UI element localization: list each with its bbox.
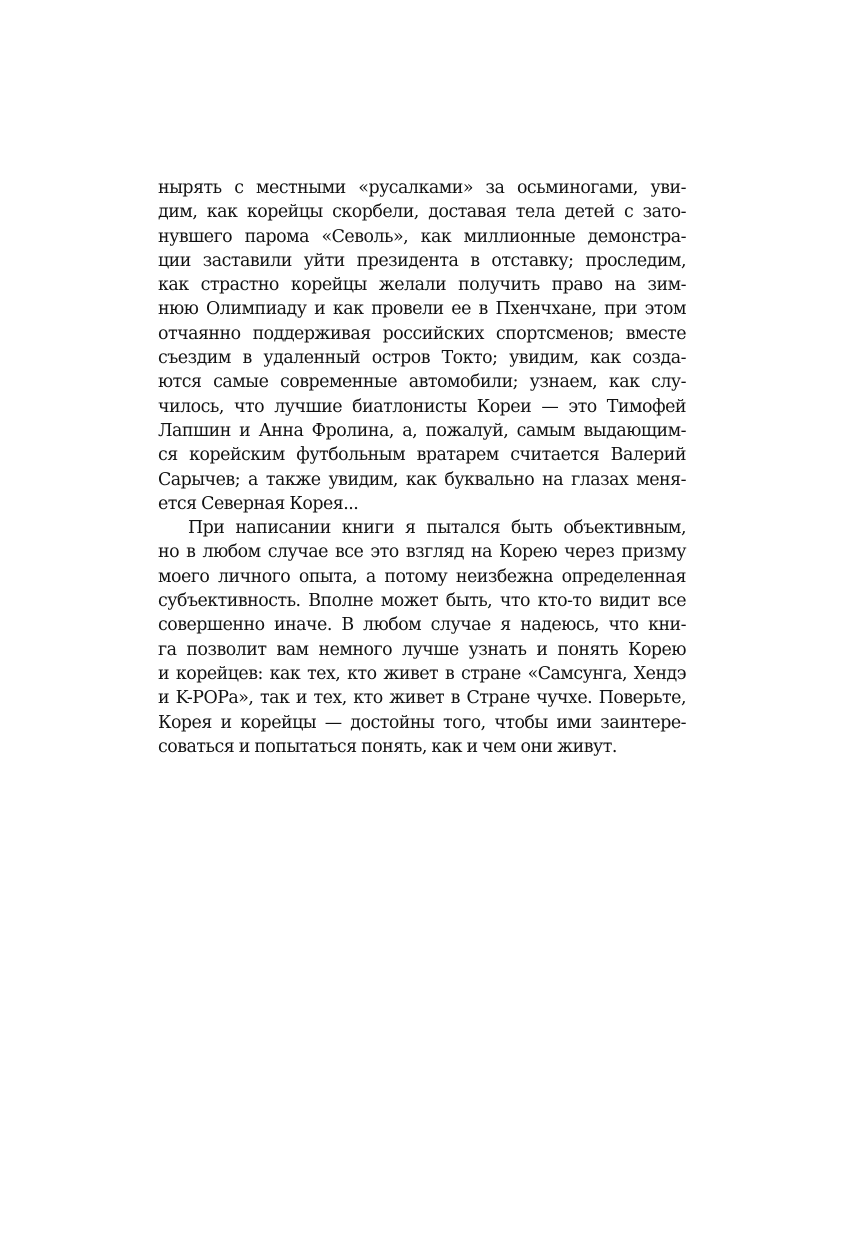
paragraph — [158, 176, 686, 516]
text-line: субъективность. Вполне может быть, что кто-то видит все — [158, 591, 686, 612]
text-line: Сарычев; а также увидим, как буквально на глазах меня- — [158, 469, 686, 490]
text-line: нюю Олимпиаду и как провели ее в Пхенчхане, при этом — [158, 299, 686, 320]
text-line: ются самые современные автомобили; узнаем, как слу- — [158, 372, 686, 393]
text-line: совершенно иначе. В любом случае я надеюсь, что кни- — [158, 615, 686, 636]
text-line: но в любом случае все это взгляд на Корею через призму — [158, 542, 686, 563]
text-line: и K-POPа», так и тех, кто живет в Стране чучхе. Поверьте, — [158, 688, 686, 709]
text-line: отчаянно поддерживая российских спортсменов; вместе — [158, 323, 686, 344]
text-line: ется Северная Корея... — [158, 493, 359, 514]
text-line: моего личного опыта, а потому неизбежна определенная — [158, 566, 686, 587]
text-line: ся корейским футбольным вратарем считается Валерий — [158, 445, 686, 466]
text-line: га позволит вам немного лучше узнать и понять Корею — [158, 639, 686, 660]
text-line: и корейцев: как тех, кто живет в стране «Самсунга, Хендэ — [158, 663, 686, 684]
text-line: нувшего парома «Севоль», как миллионные демонстра- — [158, 226, 686, 247]
text-line: нырять с местными «русалками» за осьминогами, уви- — [158, 178, 686, 198]
text-line: При написании книги я пытался быть объективным, — [188, 518, 686, 539]
body-text — [158, 176, 686, 759]
text-line: дим, как корейцы скорбели, доставая тела детей с зато- — [158, 202, 686, 223]
text-line: Лапшин и Анна Фролина, а, пожалуй, самым выдающим- — [158, 420, 686, 441]
text-line: ции заставили уйти президента в отставку; проследим, — [158, 250, 686, 271]
paragraph — [158, 516, 686, 759]
text-line: Корея и корейцы — достойны того, чтобы ими заинтере- — [158, 712, 686, 733]
text-line: съездим в удаленный остров Токто; увидим, как созда- — [158, 348, 686, 369]
text-line: соваться и попытаться понять, как и чем они живут. — [158, 736, 617, 757]
text-line: как страстно корейцы желали получить право на зим- — [158, 275, 686, 296]
text-line: чилось, что лучшие биатлонисты Кореи — это Тимофей — [158, 396, 686, 417]
